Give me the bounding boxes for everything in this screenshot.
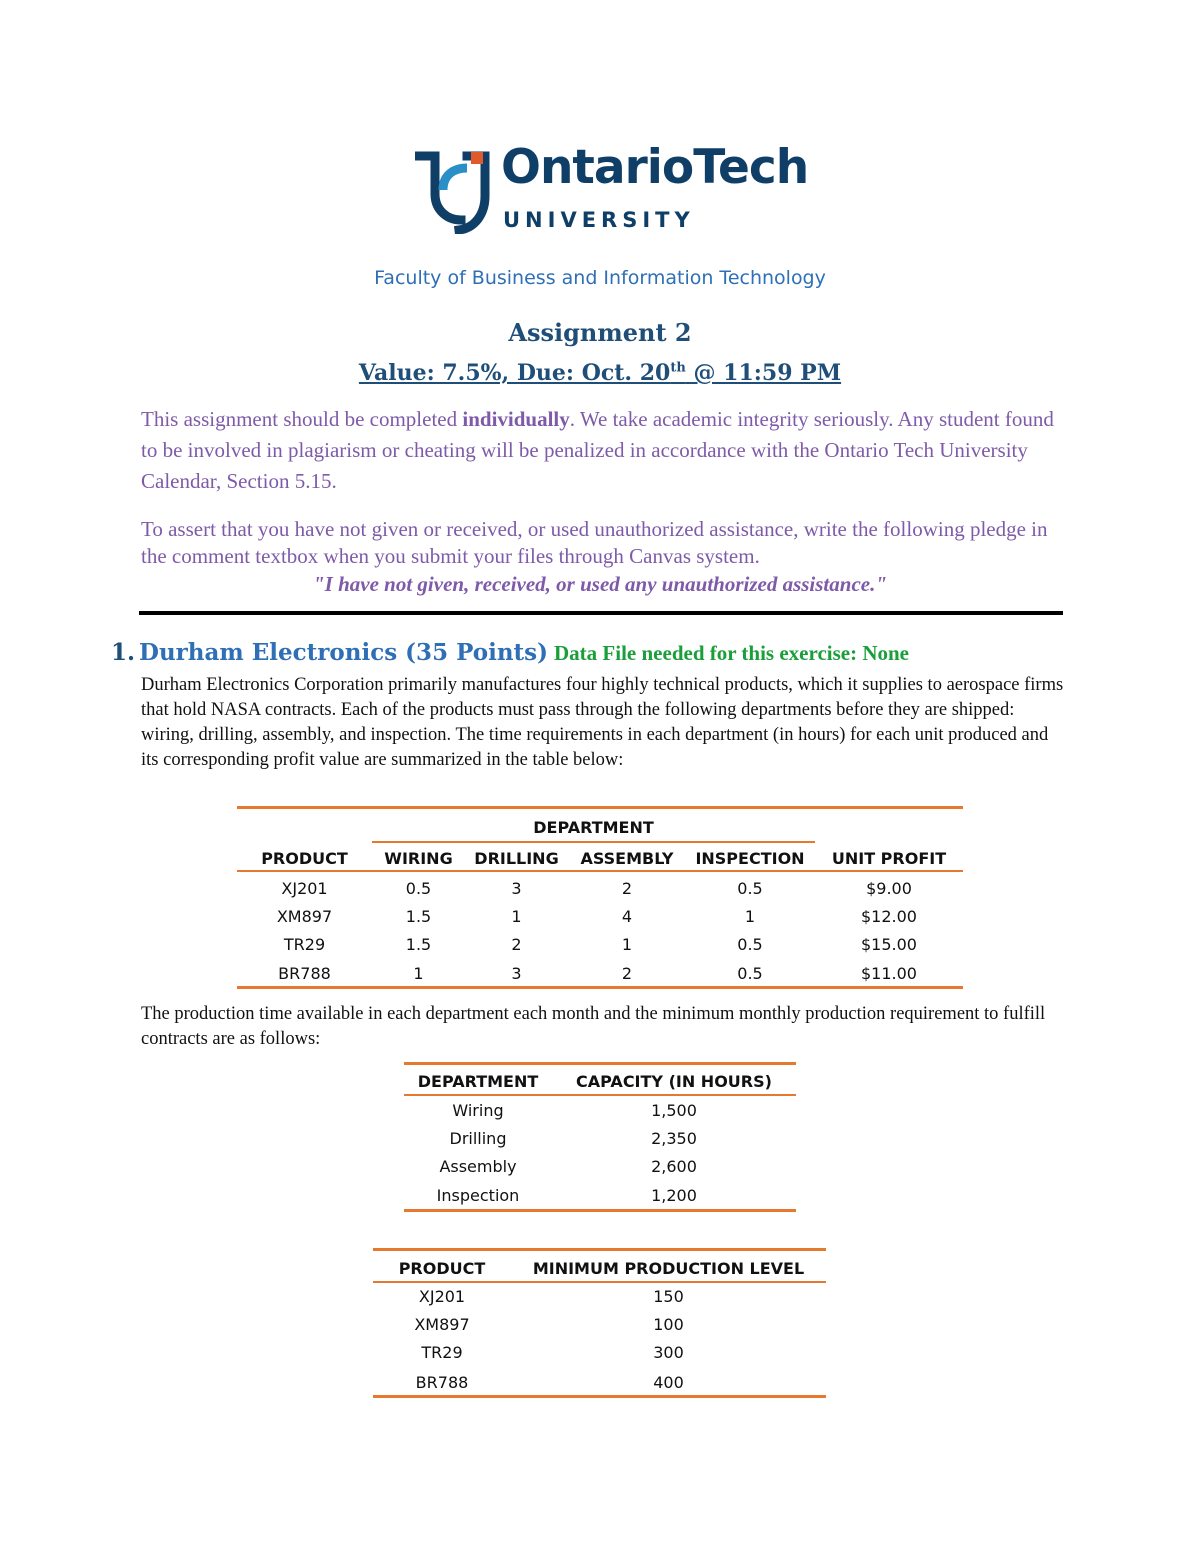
- table2-cell: 1,500: [651, 1101, 697, 1120]
- question-paragraph-1: Durham Electronics Corporation primarily manufactures four highly technical products, which it supplies to aerospace firms that hold NASA contracts. Each of the products must pass through the following departments before they are shipped: wiring, drilling, assembly, and inspection. The time requirements in each department (in hours) for each unit produced and its corresponding profit value are summarized in the table below:: [141, 675, 1064, 770]
- table2-cell: Wiring: [452, 1101, 504, 1120]
- table1-cell: 2: [511, 935, 522, 954]
- table3-cell: TR29: [421, 1343, 463, 1362]
- table1-cell: $11.00: [861, 964, 917, 983]
- table1-cell: 0.5: [737, 879, 763, 898]
- table3-bottom-rule: [373, 1395, 826, 1398]
- table3-header-product: PRODUCT: [398, 1259, 486, 1278]
- table1-cell: BR788: [278, 964, 331, 983]
- table1-header-product: PRODUCT: [261, 849, 348, 868]
- table1-cell: 3: [511, 879, 522, 898]
- table2-top-rule: [404, 1062, 796, 1065]
- table1-cell: 1.5: [405, 907, 432, 926]
- table1-cell: TR29: [283, 935, 326, 954]
- table2-cell: 1,200: [651, 1186, 697, 1205]
- table3-cell: BR788: [415, 1373, 469, 1392]
- table1-cell: 0.5: [737, 935, 763, 954]
- table1-top-rule: [237, 806, 963, 809]
- table1-cell: XM897: [276, 907, 333, 926]
- table2-cell: 2,600: [651, 1157, 697, 1176]
- value-due-superscript: th: [670, 360, 686, 376]
- table1-cell: 1: [621, 935, 633, 954]
- value-due-time: @ 11:59 PM: [685, 360, 842, 386]
- table1-group-rule: [372, 841, 815, 843]
- logo-word-tech: Tech: [693, 140, 809, 195]
- table1-cell: 3: [511, 964, 522, 983]
- table2-bottom-rule: [404, 1209, 796, 1212]
- table2-header-rule: [404, 1094, 796, 1096]
- table1-header-rule: [237, 870, 963, 872]
- logo-wordmark: [501, 140, 808, 195]
- logo-word-ontario: Ontario: [501, 140, 694, 195]
- table1-cell: 0.5: [737, 964, 763, 983]
- table3-cell: 400: [653, 1373, 684, 1392]
- table1-header-wiring: WIRING: [384, 849, 453, 868]
- table1-cell: 1.5: [405, 935, 432, 954]
- table3-header-rule: [373, 1281, 826, 1283]
- pledge-quote: "I have not given, received, or used any unauthorized assistance.": [313, 572, 887, 596]
- integrity-bold-word: individually: [462, 407, 570, 431]
- pledge-instruction: To assert that you have not given or received, or used unauthorized assistance, write the following pledge in the comment textbox when you submit your files through Canvas system.: [141, 517, 1048, 568]
- table3-cell: XM897: [414, 1315, 470, 1334]
- table1-cell: $15.00: [861, 935, 917, 954]
- university-logo: [415, 140, 809, 236]
- question-number: 1.: [111, 639, 136, 666]
- table1-cell: 2: [621, 879, 633, 898]
- table1-cell: $9.00: [866, 879, 912, 898]
- question-heading: [111, 639, 909, 666]
- table2-header-department: DEPARTMENT: [417, 1072, 539, 1091]
- table2-cell: Inspection: [436, 1186, 520, 1205]
- table3-header-min-level: MINIMUM PRODUCTION LEVEL: [532, 1259, 805, 1278]
- table1-cell: 0.5: [405, 879, 432, 898]
- value-due-line: [0, 360, 1200, 386]
- table1-cell: XJ201: [281, 879, 328, 898]
- table1-cell: 1: [413, 964, 424, 983]
- table1-cell: 2: [621, 964, 633, 983]
- table1-bottom-rule: [237, 986, 963, 989]
- table3-cell: 300: [653, 1343, 684, 1362]
- table1-cell: 1: [511, 907, 522, 926]
- section-divider: [139, 611, 1063, 615]
- question-paragraph-2: The production time available in each department each month and the minimum monthly production requirement to fulfill contracts are as follows:: [141, 1004, 1046, 1049]
- table1-cell: 4: [621, 907, 633, 926]
- table1-header-assembly: ASSEMBLY: [580, 849, 674, 868]
- faculty-name: Faculty of Business and Information Technology: [374, 267, 826, 289]
- ontario-tech-logo-mark-icon: [415, 150, 495, 234]
- table1-cell: $12.00: [861, 907, 917, 926]
- integrity-text-end: . We take academic integrity seriously. Any student found to be involved in plagiarism or cheating will be penalized in accordance with the Ontario Tech University Calendar, Section 5.15.: [141, 407, 1054, 493]
- integrity-paragraph: [141, 404, 1061, 497]
- table2-cell: Assembly: [439, 1157, 517, 1176]
- table2-header-capacity: CAPACITY (IN HOURS): [576, 1072, 772, 1091]
- table1-group-header: DEPARTMENT: [533, 818, 654, 837]
- table2-cell: Drilling: [449, 1129, 507, 1148]
- table1-header-drilling: DRILLING: [474, 849, 559, 868]
- data-file-note: Data File needed for this exercise: None: [554, 641, 909, 665]
- integrity-text-start: This assignment should be completed: [141, 407, 463, 431]
- table1-header-inspection: INSPECTION: [695, 849, 805, 868]
- table2-cell: 2,350: [651, 1129, 697, 1148]
- logo-subtitle: UNIVERSITY: [503, 208, 695, 232]
- table1-header-unit-profit: UNIT PROFIT: [831, 849, 947, 868]
- question-title: Durham Electronics (35 Points): [139, 639, 549, 666]
- table3-cell: XJ201: [418, 1287, 466, 1306]
- table3-top-rule: [373, 1248, 826, 1251]
- assignment-title: Assignment 2: [508, 318, 692, 347]
- table1-cell: 1: [744, 907, 756, 926]
- table3-cell: 100: [653, 1315, 684, 1334]
- table3-cell: 150: [653, 1287, 684, 1306]
- value-due-text: Value: 7.5%, Due: Oct. 20: [358, 360, 671, 386]
